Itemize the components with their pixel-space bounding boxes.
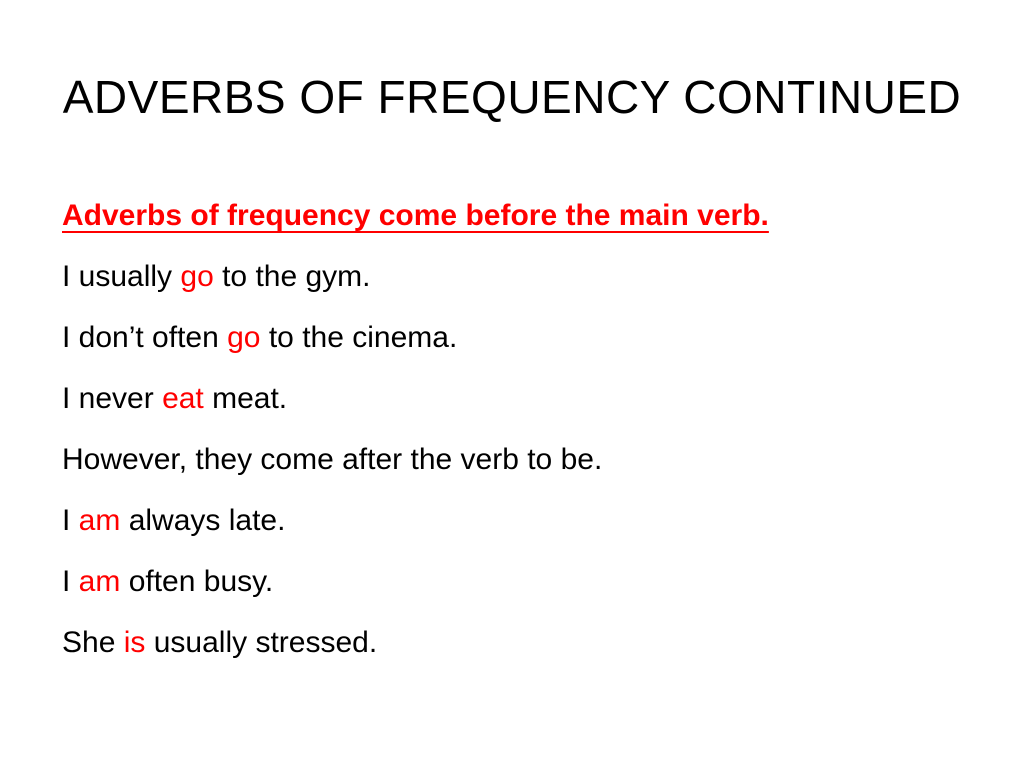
explanation-line: [62, 429, 992, 490]
line-text-before: However, they come after the verb to be.: [62, 443, 603, 476]
highlighted-verb: go: [227, 321, 261, 354]
slide-title: ADVERBS OF FREQUENCY CONTINUED: [62, 71, 962, 123]
highlighted-verb: go: [180, 260, 214, 293]
line-text-before: I usually: [62, 260, 181, 293]
line-text-before: I don’t often: [62, 321, 228, 354]
example-line: [62, 490, 992, 551]
line-text-before: I: [62, 565, 79, 598]
highlighted-verb: am: [78, 504, 121, 537]
line-text-before: I: [62, 504, 79, 537]
example-line: [62, 612, 992, 673]
example-line: [62, 551, 992, 612]
rule-statement: Adverbs of frequency come before the main verb.: [62, 199, 769, 232]
example-line: [62, 368, 992, 429]
example-line: [62, 307, 992, 368]
highlighted-verb: am: [78, 565, 121, 598]
line-text-before: I never: [62, 382, 163, 415]
line-text-before: She: [62, 626, 124, 659]
example-line: [62, 246, 992, 307]
slide-body: [62, 185, 992, 673]
line-text-after: meat.: [203, 382, 288, 415]
line-text-after: to the cinema.: [260, 321, 458, 354]
line-text-after: often busy.: [120, 565, 274, 598]
line-text-after: to the gym.: [213, 260, 371, 293]
highlighted-verb: is: [123, 626, 146, 659]
highlighted-verb: eat: [162, 382, 204, 415]
line-text-after: usually stressed.: [145, 626, 378, 659]
line-text-after: always late.: [120, 504, 286, 537]
